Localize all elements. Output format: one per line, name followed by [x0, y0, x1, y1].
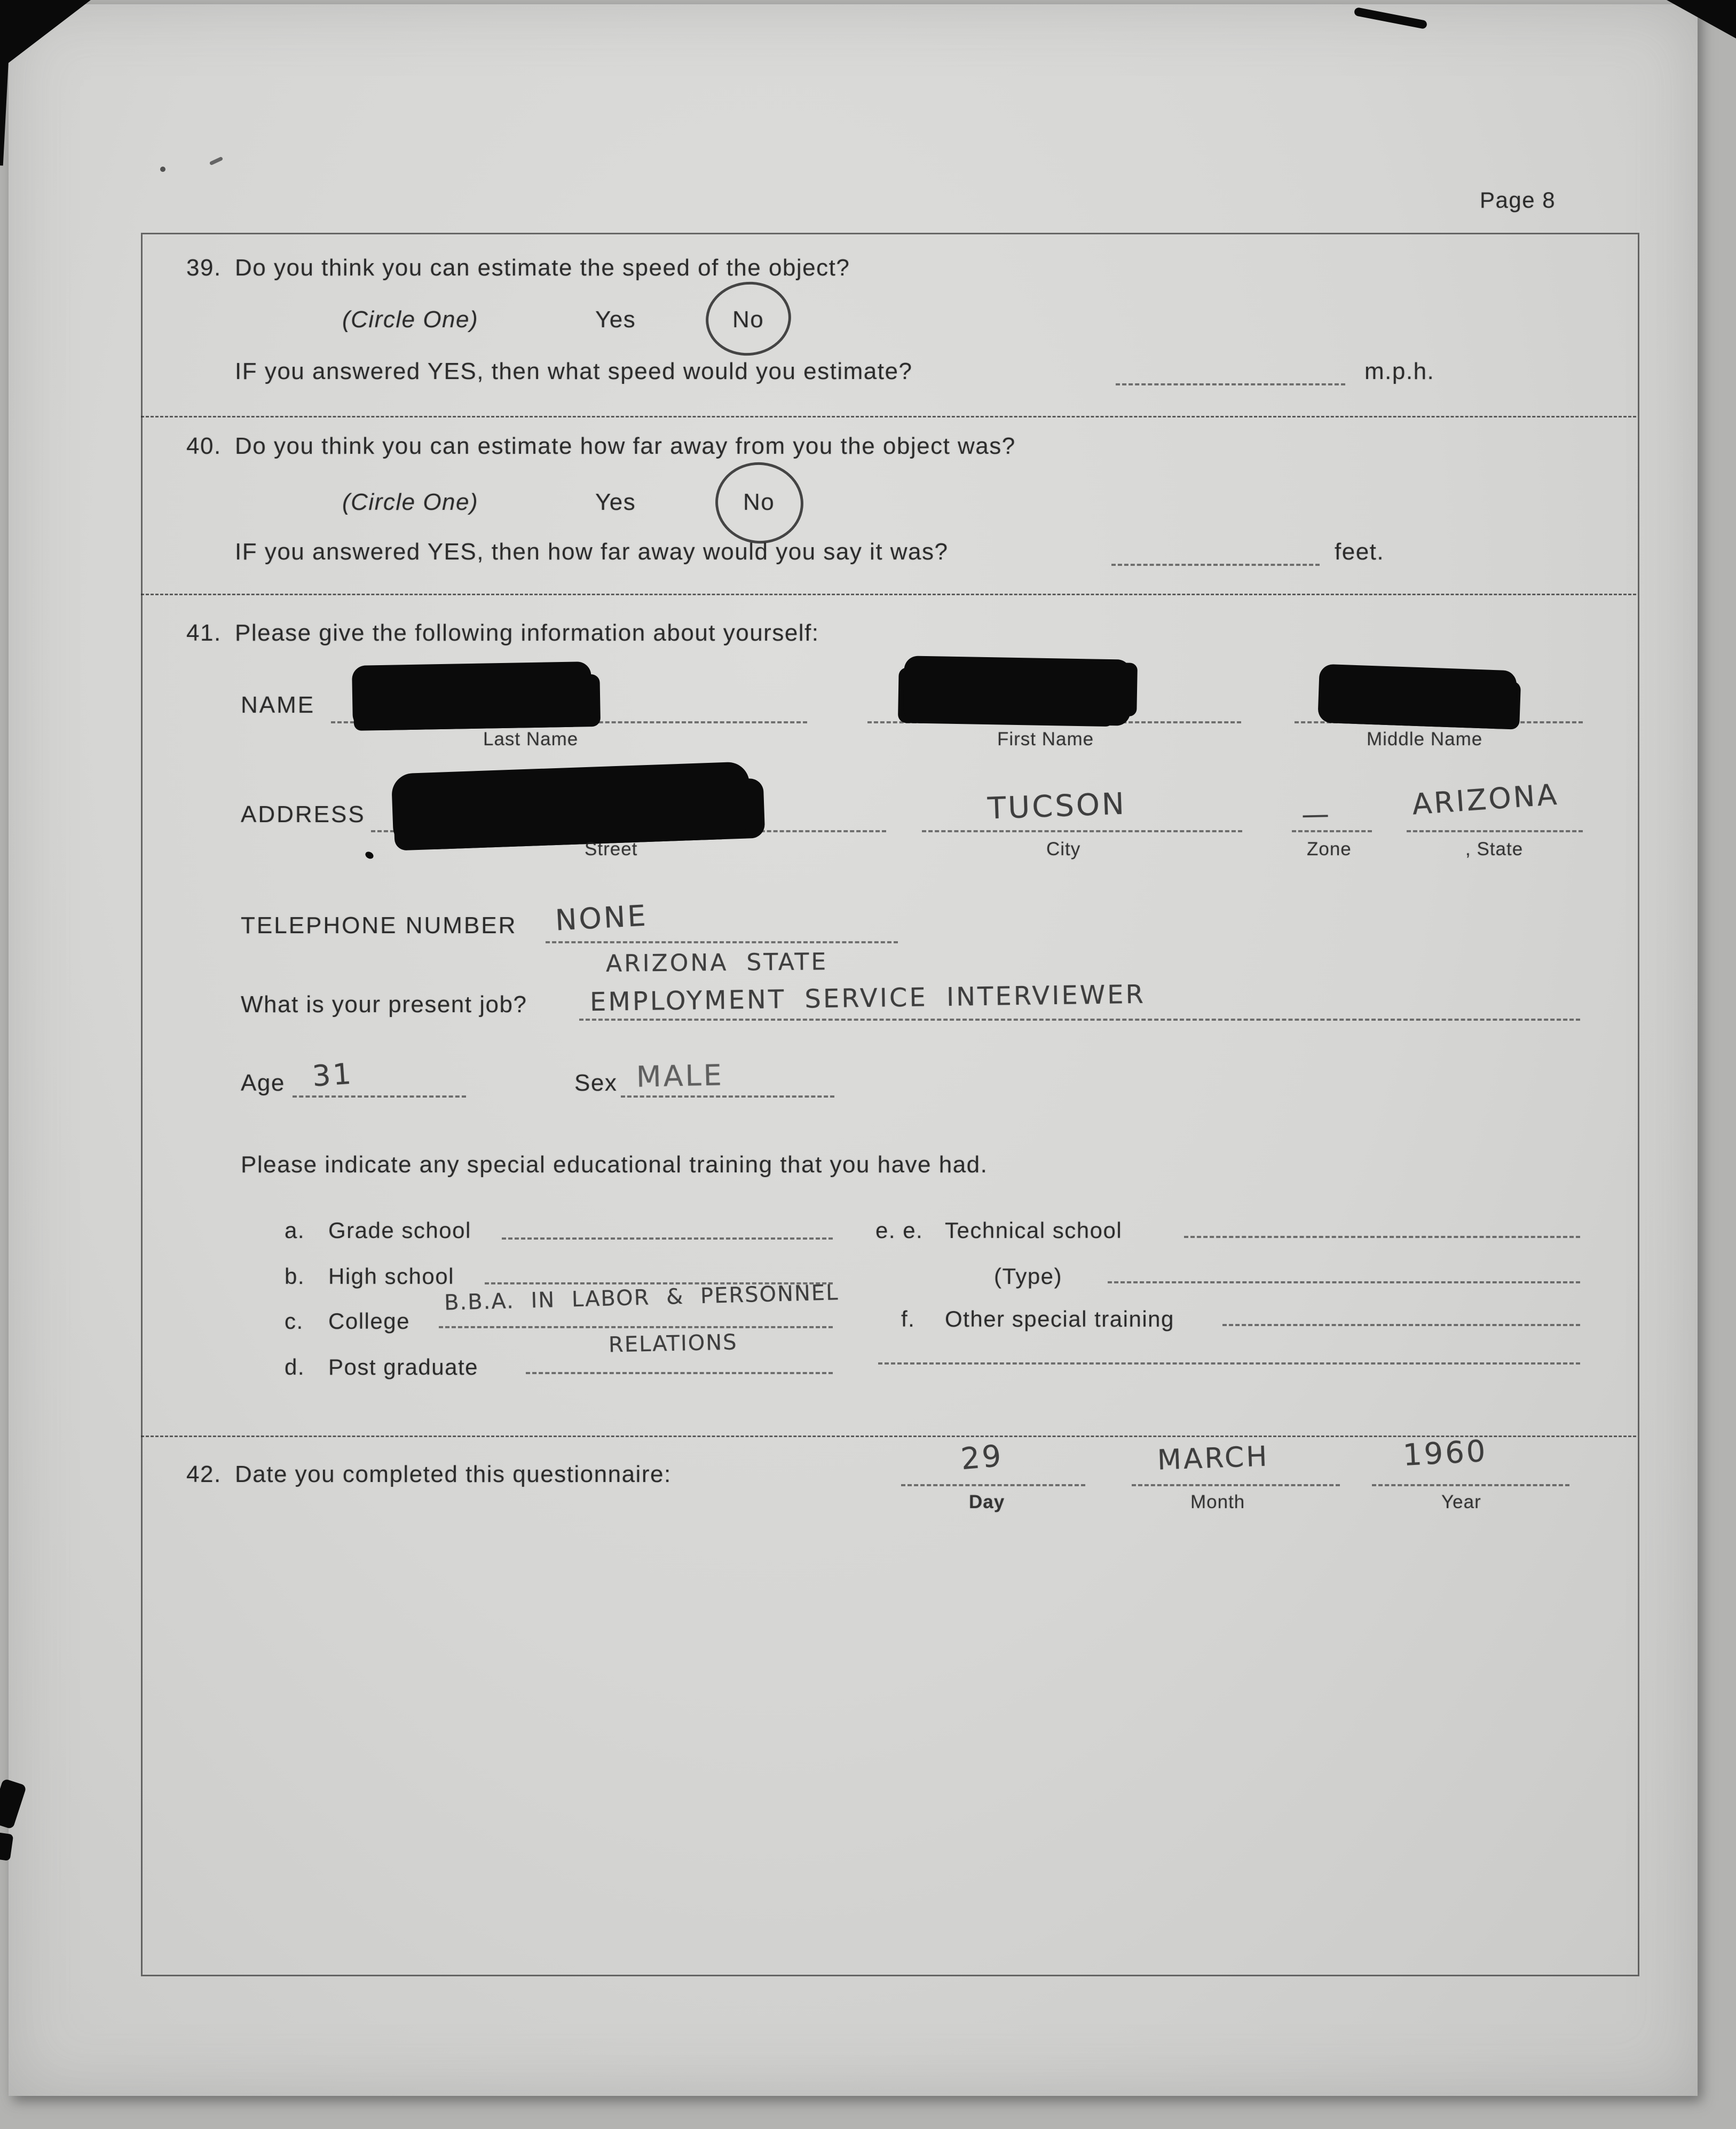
middle-name-caption: Middle Name: [1367, 729, 1483, 750]
edu-e-letter: e. e.: [875, 1218, 924, 1243]
edu-e-line: [1184, 1236, 1580, 1238]
scan-speck-1: [160, 167, 165, 172]
edu-a-letter: a.: [285, 1218, 305, 1243]
q39-option-yes: Yes: [595, 306, 636, 333]
q41-number: 41.: [186, 620, 222, 646]
q40-number: 40.: [186, 433, 222, 459]
divider-q40-q41: [141, 594, 1636, 595]
zone-value-handwriting: —: [1301, 798, 1332, 831]
edu-b-letter: b.: [285, 1264, 305, 1289]
q40-option-no: No: [743, 489, 775, 515]
q42-year-value-handwriting: 1960: [1402, 1433, 1489, 1473]
age-line: [293, 1095, 466, 1098]
first-name-caption: First Name: [997, 729, 1094, 750]
q39-unit-label: m.p.h.: [1364, 358, 1435, 384]
edu-d-label: Post graduate: [328, 1354, 479, 1379]
state-value-handwriting: ARIZONA: [1411, 777, 1560, 822]
edu-f-label: Other special training: [945, 1306, 1174, 1331]
edu-a-line: [502, 1237, 833, 1240]
zone-caption: Zone: [1307, 839, 1352, 860]
redaction-middle-name: [1317, 664, 1517, 730]
age-value-handwriting: 31: [311, 1056, 354, 1093]
sex-line: [621, 1095, 834, 1098]
q42-month-line: [1132, 1484, 1340, 1486]
edu-f-letter: f.: [901, 1306, 916, 1331]
q39-followup-text: IF you answered YES, then what speed would you estimate?: [235, 358, 913, 384]
edu-d-line: [526, 1372, 833, 1374]
edu-f-line: [1222, 1324, 1580, 1326]
telephone-line: [546, 941, 898, 943]
q40-unit-label: feet.: [1335, 539, 1385, 565]
edu-a-label: Grade school: [328, 1218, 471, 1243]
edu-c-label: College: [328, 1308, 410, 1334]
edu-c-letter: c.: [285, 1308, 304, 1334]
q41-text: Please give the following information about yourself:: [235, 620, 819, 646]
job-value-line2-handwriting: EMPLOYMENT SERVICE INTERVIEWER: [589, 979, 1146, 1018]
q40-option-yes: Yes: [595, 489, 636, 515]
q42-year-line: [1372, 1484, 1569, 1486]
job-field-label: What is your present job?: [241, 991, 527, 1018]
redaction-street: [391, 761, 751, 848]
edu-extra-line-right: [878, 1362, 1580, 1365]
state-caption: , State: [1465, 839, 1524, 860]
age-field-label: Age: [241, 1070, 285, 1096]
q40-followup-text: IF you answered YES, then how far away would you say it was?: [235, 539, 949, 565]
job-value-line1-handwriting: ARIZONA STATE: [605, 948, 828, 977]
sex-field-label: Sex: [574, 1070, 618, 1096]
q39-number: 39.: [186, 255, 222, 281]
last-name-caption: Last Name: [483, 729, 579, 750]
city-value-handwriting: TUCSON: [987, 786, 1127, 826]
divider-q39-q40: [141, 416, 1636, 417]
street-caption: Street: [585, 839, 638, 860]
edu-d-letter: d.: [285, 1354, 305, 1379]
name-field-label: NAME: [241, 692, 315, 718]
q42-month-caption: Month: [1190, 1492, 1245, 1512]
edu-type-label: (Type): [994, 1264, 1063, 1289]
city-caption: City: [1046, 839, 1081, 860]
q42-year-caption: Year: [1441, 1492, 1481, 1512]
redaction-first-name: [903, 656, 1131, 726]
city-line: [922, 830, 1242, 832]
q42-day-line: [901, 1484, 1085, 1486]
edu-c-line: [439, 1326, 833, 1328]
job-line: [579, 1019, 1580, 1021]
q42-text: Date you completed this questionnaire:: [235, 1461, 672, 1487]
q42-day-caption: Day: [969, 1492, 1005, 1512]
q39-speed-blank: [1116, 383, 1345, 385]
redaction-last-name: [352, 661, 592, 729]
q39-option-no: No: [732, 306, 764, 333]
page-number: Page 8: [1480, 187, 1556, 212]
q40-circle-one-label: (Circle One): [342, 489, 479, 515]
edu-type-line: [1108, 1281, 1580, 1283]
edu-e-label: Technical school: [945, 1218, 1123, 1243]
q42-month-value-handwriting: MARCH: [1157, 1440, 1270, 1477]
edu-c-value-line2-handwriting: RELATIONS: [608, 1330, 738, 1358]
telephone-field-label: TELEPHONE NUMBER: [241, 912, 517, 939]
telephone-value-handwriting: NONE: [554, 898, 649, 937]
q42-number: 42.: [186, 1461, 222, 1487]
divider-q41-q42: [141, 1436, 1636, 1437]
address-field-label: ADDRESS: [241, 801, 366, 827]
q40-distance-blank: [1111, 564, 1320, 566]
edu-b-label: High school: [328, 1264, 454, 1289]
edu-c-value-line1-handwriting: B.B.A. IN LABOR & PERSONNEL: [444, 1280, 839, 1315]
education-prompt: Please indicate any special educational training that you have had.: [241, 1152, 988, 1178]
q40-text: Do you think you can estimate how far away from you the object was?: [235, 433, 1016, 459]
q39-text: Do you think you can estimate the speed of the object?: [235, 255, 850, 281]
q42-day-value-handwriting: 29: [959, 1438, 1005, 1477]
state-line: [1407, 830, 1583, 832]
q39-circle-one-label: (Circle One): [342, 306, 479, 333]
sex-value-handwriting: MALE: [636, 1058, 724, 1094]
